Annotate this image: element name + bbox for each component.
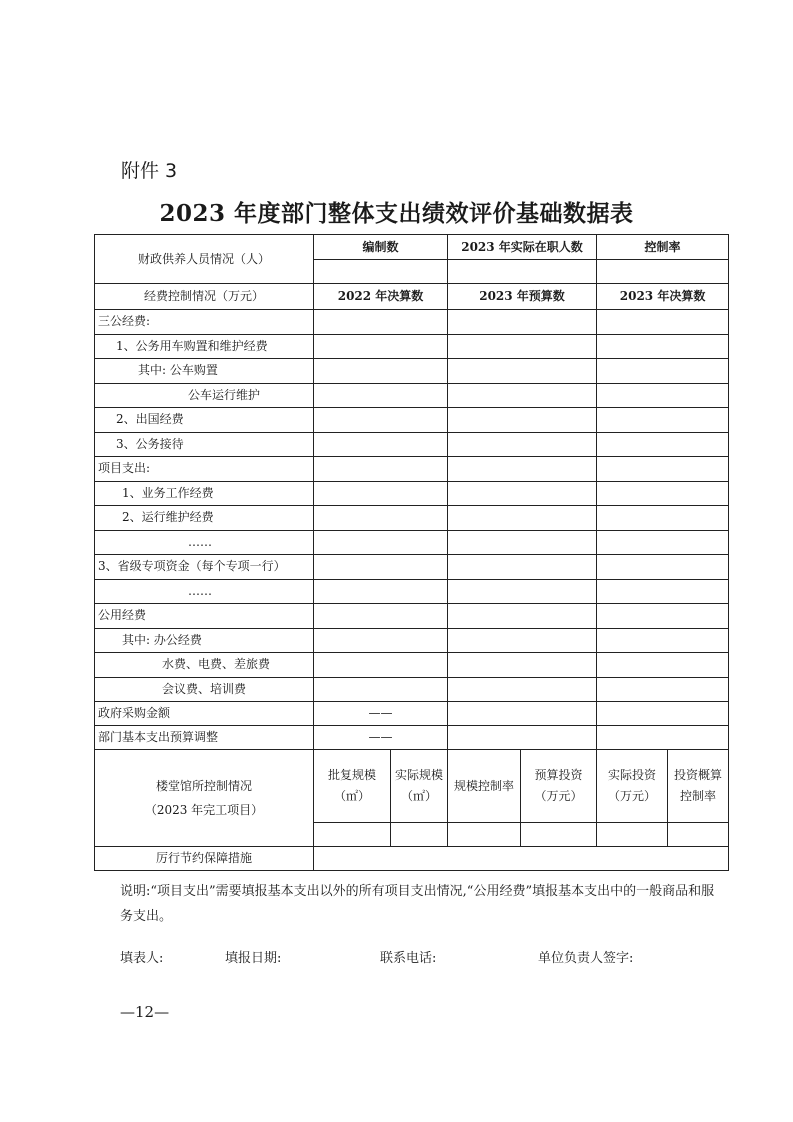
row-label: 2、运行维护经费 bbox=[95, 506, 314, 531]
funds-header-2023-budget: 2023 年预算数 bbox=[448, 284, 597, 310]
row-label: 公用经费 bbox=[95, 604, 314, 629]
row-value-2023-budget[interactable] bbox=[448, 579, 597, 604]
row-label: 其中: 办公经费 bbox=[95, 628, 314, 653]
row-value-2022-final[interactable] bbox=[314, 579, 448, 604]
row-value-2022-final[interactable] bbox=[314, 604, 448, 629]
building-value-6[interactable] bbox=[668, 823, 729, 847]
table-row bbox=[95, 555, 729, 580]
document-title: 2023 年度部门整体支出绩效评价基础数据表 bbox=[159, 200, 634, 227]
row-value-2022-final[interactable] bbox=[314, 408, 448, 433]
table-note: 说明:“项目支出”需要填报基本支出以外的所有项目支出情况,“公用经费”填报基本支出中的一般商品和服务支出。 bbox=[120, 884, 715, 924]
row-value-2023-final[interactable] bbox=[597, 310, 729, 335]
table-row bbox=[95, 653, 729, 678]
procurement-2022-value: —— bbox=[314, 702, 448, 726]
table-row bbox=[95, 432, 729, 457]
building-value-4[interactable] bbox=[521, 823, 597, 847]
row-value-2023-final[interactable] bbox=[597, 334, 729, 359]
saving-measures-value[interactable] bbox=[314, 847, 729, 871]
phone-label: 联系电话: bbox=[380, 951, 437, 966]
row-value-2022-final[interactable] bbox=[314, 383, 448, 408]
row-value-2023-final[interactable] bbox=[597, 677, 729, 702]
row-label: 3、省级专项资金（每个专项一行） bbox=[95, 555, 314, 580]
table-row bbox=[95, 334, 729, 359]
table-row bbox=[95, 383, 729, 408]
row-value-2023-budget[interactable] bbox=[448, 677, 597, 702]
row-label: …… bbox=[95, 530, 314, 555]
row-value-2023-final[interactable] bbox=[597, 555, 729, 580]
table-row bbox=[95, 506, 729, 531]
adjust-label: 部门基本支出预算调整 bbox=[95, 726, 314, 750]
building-scale-control-rate: 规模控制率 bbox=[448, 750, 521, 823]
row-value-2022-final[interactable] bbox=[314, 530, 448, 555]
staff-value-establishment[interactable] bbox=[314, 260, 448, 284]
row-value-2023-budget[interactable] bbox=[448, 604, 597, 629]
row-value-2023-final[interactable] bbox=[597, 432, 729, 457]
row-value-2023-budget[interactable] bbox=[448, 653, 597, 678]
funds-header-2022-final: 2022 年决算数 bbox=[314, 284, 448, 310]
row-value-2022-final[interactable] bbox=[314, 481, 448, 506]
table-row bbox=[95, 628, 729, 653]
row-value-2022-final[interactable] bbox=[314, 359, 448, 384]
building-value-2[interactable] bbox=[391, 823, 448, 847]
row-label: 2、出国经费 bbox=[95, 408, 314, 433]
saving-measures-label: 厉行节约保障措施 bbox=[95, 847, 314, 871]
adjust-2022-value: —— bbox=[314, 726, 448, 750]
building-label: 楼堂馆所控制情况 bbox=[155, 779, 252, 793]
row-label: 水费、电费、差旅费 bbox=[95, 653, 314, 678]
row-value-2023-final[interactable] bbox=[597, 530, 729, 555]
row-value-2023-budget[interactable] bbox=[448, 359, 597, 384]
staff-header-actual: 2023 年实际在职人数 bbox=[448, 235, 597, 260]
row-value-2023-final[interactable] bbox=[597, 457, 729, 482]
building-value-1[interactable] bbox=[314, 823, 391, 847]
row-label: 项目支出: bbox=[95, 457, 314, 482]
building-actual-scale: 实际规模（㎡） bbox=[391, 750, 448, 823]
procurement-2023-final[interactable] bbox=[597, 702, 729, 726]
row-value-2023-budget[interactable] bbox=[448, 432, 597, 457]
building-label-sub: （2023 年完工项目） bbox=[144, 803, 264, 817]
fill-date-label: 填报日期: bbox=[225, 951, 282, 966]
building-actual-investment: 实际投资（万元） bbox=[597, 750, 668, 823]
row-label: 会议费、培训费 bbox=[95, 677, 314, 702]
row-value-2023-budget[interactable] bbox=[448, 334, 597, 359]
row-value-2023-budget[interactable] bbox=[448, 481, 597, 506]
row-value-2023-final[interactable] bbox=[597, 604, 729, 629]
table-row bbox=[95, 310, 729, 335]
adjust-2023-budget[interactable] bbox=[448, 726, 597, 750]
building-value-5[interactable] bbox=[597, 823, 668, 847]
row-value-2022-final[interactable] bbox=[314, 555, 448, 580]
building-value-3[interactable] bbox=[448, 823, 521, 847]
row-value-2022-final[interactable] bbox=[314, 432, 448, 457]
row-value-2023-final[interactable] bbox=[597, 359, 729, 384]
building-approved-scale: 批复规模（㎡） bbox=[314, 750, 391, 823]
adjust-2023-final[interactable] bbox=[597, 726, 729, 750]
table-row bbox=[95, 408, 729, 433]
filler-label: 填表人: bbox=[120, 951, 164, 966]
funds-label: 经费控制情况（万元） bbox=[95, 284, 314, 310]
procurement-label: 政府采购金额 bbox=[95, 702, 314, 726]
row-value-2023-budget[interactable] bbox=[448, 628, 597, 653]
row-value-2022-final[interactable] bbox=[314, 677, 448, 702]
row-value-2023-budget[interactable] bbox=[448, 408, 597, 433]
row-label: …… bbox=[95, 579, 314, 604]
row-value-2023-budget[interactable] bbox=[448, 555, 597, 580]
row-value-2023-final[interactable] bbox=[597, 506, 729, 531]
procurement-2023-budget[interactable] bbox=[448, 702, 597, 726]
row-value-2023-final[interactable] bbox=[597, 481, 729, 506]
row-value-2023-budget[interactable] bbox=[448, 530, 597, 555]
row-label: 公车运行维护 bbox=[95, 383, 314, 408]
table-row bbox=[95, 530, 729, 555]
funds-header-2023-final: 2023 年决算数 bbox=[597, 284, 729, 310]
row-label: 其中: 公车购置 bbox=[95, 359, 314, 384]
row-label: 1、业务工作经费 bbox=[95, 481, 314, 506]
performance-data-table bbox=[94, 234, 729, 871]
building-investment-control-rate: 投资概算控制率 bbox=[668, 750, 729, 823]
table-row bbox=[95, 481, 729, 506]
staff-header-control-rate: 控制率 bbox=[597, 235, 729, 260]
building-budget-investment: 预算投资（万元） bbox=[521, 750, 597, 823]
row-value-2023-budget[interactable] bbox=[448, 457, 597, 482]
staff-label: 财政供养人员情况（人） bbox=[95, 235, 314, 284]
staff-value-actual[interactable] bbox=[448, 260, 597, 284]
unit-head-signature-label: 单位负责人签字: bbox=[538, 951, 634, 966]
row-value-2022-final[interactable] bbox=[314, 653, 448, 678]
table-row bbox=[95, 579, 729, 604]
row-value-2022-final[interactable] bbox=[314, 457, 448, 482]
row-value-2023-final[interactable] bbox=[597, 628, 729, 653]
table-row bbox=[95, 677, 729, 702]
table-row bbox=[95, 359, 729, 384]
row-value-2022-final[interactable] bbox=[314, 628, 448, 653]
table-row bbox=[95, 457, 729, 482]
attachment-label: 附件 3 bbox=[121, 160, 178, 182]
staff-header-establishment: 编制数 bbox=[314, 235, 448, 260]
row-label: 3、公务接待 bbox=[95, 432, 314, 457]
staff-value-control-rate[interactable] bbox=[597, 260, 729, 284]
row-value-2023-final[interactable] bbox=[597, 579, 729, 604]
row-value-2022-final[interactable] bbox=[314, 334, 448, 359]
row-value-2023-budget[interactable] bbox=[448, 383, 597, 408]
building-label-cell bbox=[95, 750, 314, 847]
page-number: —12— bbox=[120, 1003, 170, 1021]
row-label: 三公经费: bbox=[95, 310, 314, 335]
row-value-2022-final[interactable] bbox=[314, 310, 448, 335]
row-value-2023-final[interactable] bbox=[597, 408, 729, 433]
row-value-2023-budget[interactable] bbox=[448, 310, 597, 335]
row-value-2023-final[interactable] bbox=[597, 383, 729, 408]
table-row bbox=[95, 604, 729, 629]
row-value-2023-budget[interactable] bbox=[448, 506, 597, 531]
row-value-2022-final[interactable] bbox=[314, 506, 448, 531]
row-label: 1、公务用车购置和维护经费 bbox=[95, 334, 314, 359]
row-value-2023-final[interactable] bbox=[597, 653, 729, 678]
